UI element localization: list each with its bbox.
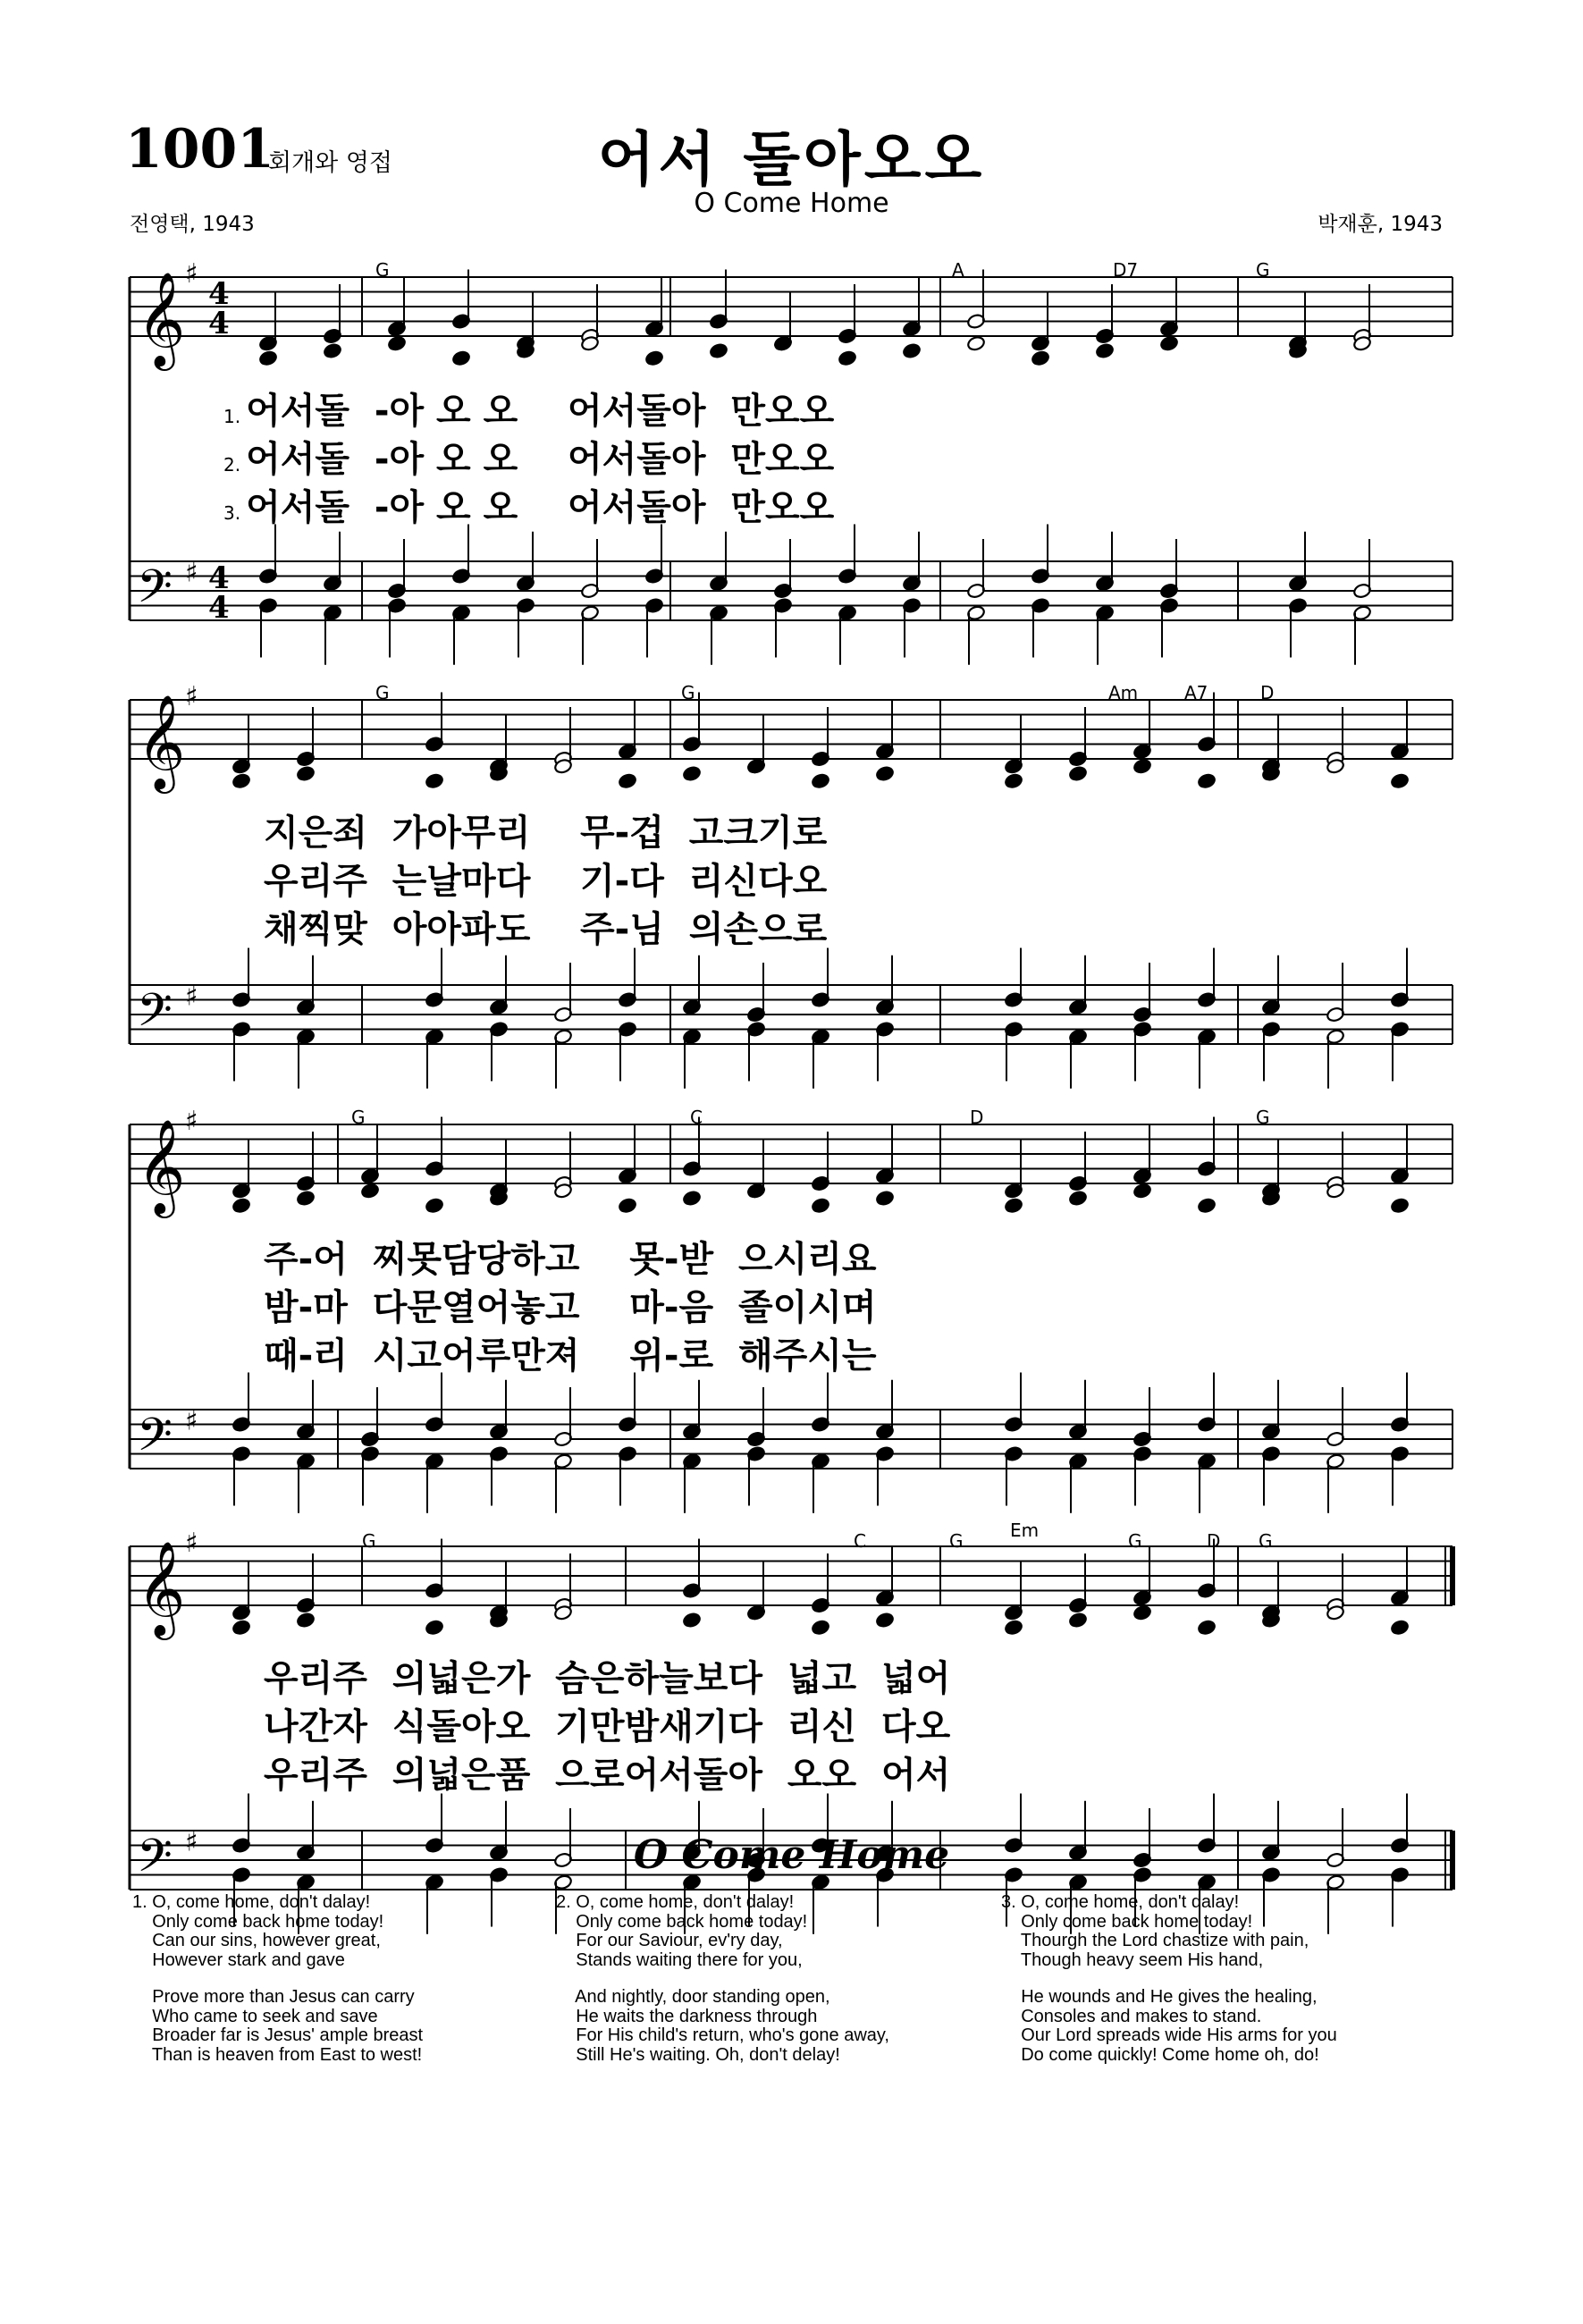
verse-line: Prove more than Jesus can carry [132, 1987, 415, 2007]
verse-line: And nightly, door standing open, [556, 1987, 830, 2007]
lyric-line [264, 853, 827, 904]
hymn-subtitle: O Come Home [694, 188, 889, 219]
chord-symbol: D [1260, 682, 1275, 703]
sharp-key-signature: ♯ [185, 1528, 198, 1559]
chord-symbol: D [970, 1107, 984, 1128]
note-head [644, 350, 663, 366]
english-verse-1 [132, 1893, 423, 2065]
note-head [1004, 1198, 1023, 1214]
lyric-text: 채찍맞 아아파도 주-님 의손으로 [264, 909, 828, 950]
verse-line: Can our sins, however great, [132, 1931, 381, 1950]
chord-symbol: G [1128, 1530, 1142, 1552]
verse-line: Only come back home today! [556, 1911, 808, 1932]
note-head [875, 765, 894, 781]
time-signature: 4 [208, 590, 230, 626]
note-head [1197, 1620, 1216, 1636]
lyric-line [264, 1747, 950, 1798]
verse-line: Broader far is Jesus' ample breast [132, 2025, 424, 2045]
lyricist-credit: 전영택, 1943 [130, 213, 255, 236]
note-head [618, 773, 636, 789]
verse-line: Still He's waiting. Oh, don't delay! [556, 2044, 840, 2065]
chord-symbol: G [949, 1530, 964, 1552]
lyric-line [264, 1698, 950, 1749]
note-head [1390, 1620, 1409, 1636]
lyric-line [264, 901, 827, 952]
note-head [425, 773, 443, 789]
verse-line: Our Lord spreads wide His arms for you [1001, 2025, 1337, 2045]
lyric-text: 우리주 는날마다 기-다 리신다오 [264, 861, 828, 902]
verse-line: Stands waiting there for you, [556, 1949, 803, 1970]
note-head [1133, 1604, 1151, 1621]
sharp-key-signature: ♯ [185, 1405, 198, 1437]
chord-symbol: Am [1108, 682, 1139, 703]
note-head [296, 765, 315, 781]
note-head [232, 773, 250, 789]
lyric-text: 밤-마 다문열어놓고 마-음 졸이시며 [264, 1287, 877, 1328]
bass-clef: 𝄢 [137, 559, 173, 625]
note-head [1390, 1198, 1409, 1214]
verse-line: 3. O, come home, don't dalay! [1001, 1892, 1240, 1912]
note-head [1197, 773, 1216, 789]
verse-line: For His child's return, who's gone away, [556, 2025, 889, 2045]
time-signature: 4 [208, 306, 230, 341]
verse-line: Only come back home today! [1001, 1911, 1253, 1932]
note-head [1159, 335, 1178, 351]
treble-clef: 𝄞 [137, 1540, 186, 1636]
note-head [296, 1612, 315, 1628]
note-head [1068, 765, 1087, 781]
verse-line: He waits the darkness through [556, 2006, 818, 2026]
hymn-category: 회개와 영접 [268, 149, 392, 177]
verse-line: However stark and gave [132, 1949, 345, 1970]
lyric-line [264, 1231, 877, 1282]
verse-number: 1. [223, 406, 241, 427]
note-head [1068, 1190, 1087, 1206]
note-head [360, 1183, 379, 1199]
note-head [1004, 1620, 1023, 1636]
note-head [1133, 1183, 1151, 1199]
verse-line: Consoles and makes to stand. [1001, 2006, 1262, 2026]
chord-symbol: C [690, 1107, 703, 1128]
lyric-text: 우리주 의넓은가 슴은하늘보다 넓고 넓어 [264, 1658, 951, 1699]
verse-line: 1. O, come home, don't dalay! [132, 1892, 371, 1912]
note-head [811, 1620, 829, 1636]
note-head [838, 350, 856, 366]
sharp-key-signature: ♯ [185, 681, 198, 712]
chord-symbol: A7 [1184, 682, 1208, 703]
chord-symbol: G [1259, 1530, 1273, 1552]
note-head [618, 1198, 636, 1214]
lyric-text: 나간자 식돌아오 기만밤새기다 리신 다오 [264, 1706, 951, 1747]
sharp-key-signature: ♯ [185, 258, 198, 290]
chord-symbol: G [1256, 259, 1270, 281]
chord-symbol: G [351, 1107, 366, 1128]
lyric-text: 주-어 찌못담당하고 못-받 으시리요 [264, 1239, 877, 1280]
verse-line: Only come back home today! [132, 1911, 384, 1932]
bass-clef: 𝄢 [137, 982, 173, 1048]
chord-symbol: G [681, 682, 695, 703]
sharp-key-signature: ♯ [185, 1826, 198, 1858]
chord-symbol: D7 [1113, 259, 1139, 281]
hymn-title: 어서 돌아오오 [597, 125, 986, 194]
verse-line: For our Saviour, ev'ry day, [556, 1931, 783, 1950]
note-head [232, 1198, 250, 1214]
note-head [1197, 1198, 1216, 1214]
lyric-text: 어서돌 -아 오 오 어서돌아 만오오 [246, 391, 835, 432]
note-head [811, 1198, 829, 1214]
verse-line: Do come quickly! Come home oh, do! [1001, 2044, 1319, 2065]
lyric-line [223, 479, 834, 530]
verse-line: Than is heaven from East to west! [132, 2044, 423, 2065]
note-head [709, 342, 728, 358]
treble-clef: 𝄞 [137, 1118, 186, 1214]
note-head [425, 1198, 443, 1214]
lyric-text: 때-리 시고어루만져 위-로 해주시는 [264, 1335, 877, 1377]
verse-line: 2. O, come home, don't dalay! [556, 1892, 795, 1912]
note-head [1095, 342, 1114, 358]
lyric-line [223, 431, 834, 482]
chord-symbol: G [362, 1530, 376, 1552]
sharp-key-signature: ♯ [185, 557, 198, 589]
note-head [232, 1620, 250, 1636]
chord-symbol: G [1256, 1107, 1270, 1128]
chord-symbol: D [1207, 1530, 1221, 1552]
note-head [682, 765, 701, 781]
sharp-key-signature: ♯ [185, 981, 198, 1013]
bass-clef: 𝄢 [137, 1407, 173, 1473]
verse-number: 2. [223, 454, 241, 476]
lyric-text: 어서돌 -아 오 오 어서돌아 만오오 [246, 487, 835, 528]
note-head [1390, 773, 1409, 789]
lyric-line [223, 383, 834, 434]
verse-line: Though heavy seem His hand, [1001, 1949, 1264, 1970]
verse-line: Who came to seek and save [132, 2006, 378, 2026]
note-head [425, 1620, 443, 1636]
composer-credit: 박재훈, 1943 [1318, 213, 1443, 236]
lyric-line [264, 1650, 950, 1701]
note-head [682, 1190, 701, 1206]
note-head [875, 1612, 894, 1628]
note-head [902, 342, 921, 358]
verse-line: Thourgh the Lord chastize with pain, [1001, 1931, 1309, 1950]
note-head [1004, 773, 1023, 789]
hymn-number: 1001 [125, 118, 274, 181]
english-verse-3 [1001, 1893, 1337, 2065]
treble-clef: 𝄞 [137, 694, 186, 789]
bass-clef: 𝄢 [137, 1828, 173, 1894]
note-head [296, 1190, 315, 1206]
lyric-text: 지은죄 가아무리 무-겁 고크기로 [264, 813, 828, 854]
lyric-text: 우리주 의넓은품 으로어서돌아 오오 어서 [264, 1755, 951, 1796]
treble-clef: 𝄞 [137, 271, 186, 366]
chord-symbol: G [375, 259, 390, 281]
sharp-key-signature: ♯ [185, 1106, 198, 1137]
english-verse-2 [556, 1893, 889, 2065]
note-head [387, 335, 406, 351]
time-signature: 4 [208, 560, 230, 596]
chord-symbol: G [375, 682, 390, 703]
note-head [682, 1612, 701, 1628]
lyric-line [264, 1327, 877, 1378]
note-head [966, 335, 985, 351]
note-head [451, 350, 470, 366]
note-head [323, 342, 341, 358]
note-head [1031, 350, 1049, 366]
note-head [1133, 758, 1151, 774]
chord-symbol: C [854, 1530, 866, 1552]
english-title: O Come Home [633, 1832, 950, 1878]
chord-symbol: A [952, 259, 964, 281]
lyric-line [264, 1279, 877, 1330]
verse-number: 3. [223, 502, 241, 524]
note-head [258, 350, 277, 366]
lyric-text: 어서돌 -아 오 오 어서돌아 만오오 [246, 439, 835, 480]
time-signature: 4 [208, 276, 230, 312]
verse-line: He wounds and He gives the healing, [1001, 1987, 1318, 2007]
note-head [811, 773, 829, 789]
note-head [1068, 1612, 1087, 1628]
chord-symbol: Em [1010, 1520, 1040, 1541]
note-head [875, 1190, 894, 1206]
lyric-line [264, 804, 827, 855]
